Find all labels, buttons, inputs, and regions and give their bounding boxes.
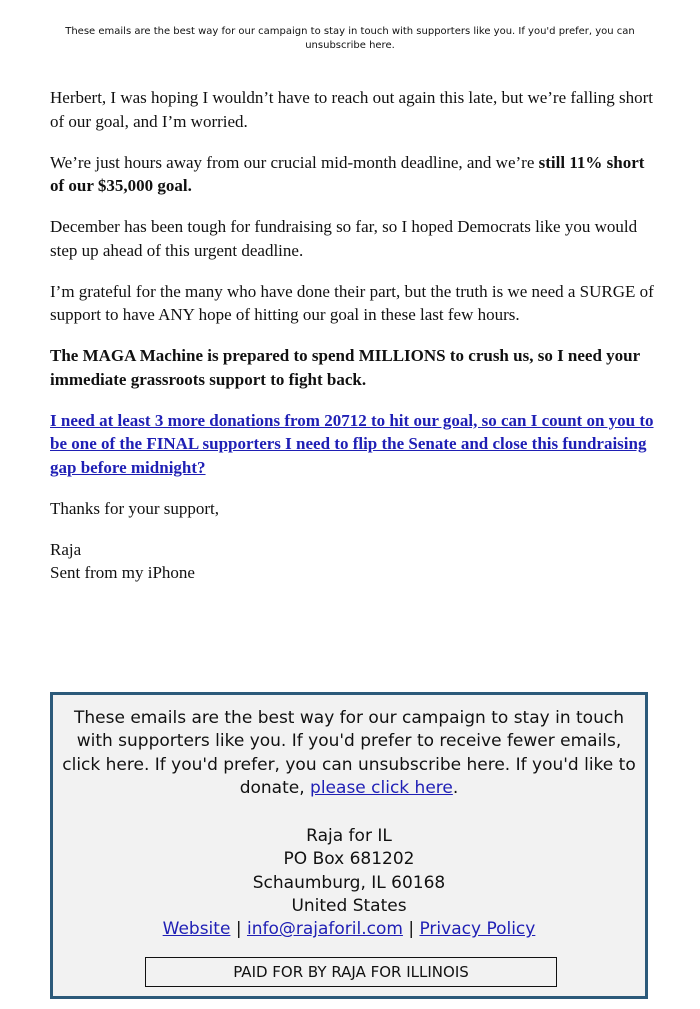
donate-footer-link[interactable]: please click here bbox=[310, 777, 453, 798]
footer-box bbox=[50, 692, 648, 999]
paragraph-intro: Herbert, I was hoping I wouldn’t have to reach out again this late, but we’re falling short of our goal, and I’m worried. bbox=[50, 88, 654, 131]
footer-message: These emails are the best way for our campaign to stay in touch with supporters like you. If you'd prefer to receive fewer emails, click here. If you'd prefer, you can unsubscribe here. If you'd like to donate, please click here. bbox=[62, 708, 636, 798]
signature-block bbox=[50, 538, 655, 585]
po-box: PO Box 681202 bbox=[283, 849, 415, 870]
org-name: Raja for IL bbox=[306, 826, 392, 846]
paragraph-maga: The MAGA Machine is prepared to spend MILLIONS to crush us, so I need your immediate grassroots support to fight back. bbox=[50, 346, 640, 389]
goal-shortfall-text: still 11% short of our $35,000 goal. bbox=[50, 152, 645, 195]
website-link[interactable]: Website bbox=[162, 919, 231, 940]
paragraph-deadline: We’re just hours away from our crucial mid-month deadline, and we’re still 11% short of our $35,000 goal. bbox=[50, 152, 645, 195]
paragraph-december: December has been tough for fundraising so far, so I hoped Democrats like you would step up ahead of this urgent deadline. bbox=[50, 217, 638, 260]
preheader-text: These emails are the best way for our campaign to stay in touch with supporters like you. If you'd prefer, you can unsubscribe here. bbox=[65, 26, 635, 51]
footer-links: Website | info@rajaforil.com | Privacy Policy bbox=[162, 919, 536, 940]
email-body bbox=[50, 86, 655, 602]
privacy-policy-link[interactable]: Privacy Policy bbox=[419, 919, 536, 940]
signature-name: Raja bbox=[50, 539, 82, 559]
paragraph-cta bbox=[50, 409, 655, 480]
footer-address bbox=[53, 825, 645, 941]
paid-for-disclaimer: PAID FOR BY RAJA FOR ILLINOIS bbox=[145, 957, 557, 987]
paragraph-surge: I’m grateful for the many who have done their part, but the truth is we need a SURGE of support to have ANY hope of hitting our goal in these last few hours. bbox=[50, 281, 654, 324]
signoff: Thanks for your support, bbox=[50, 498, 220, 518]
donate-cta-link[interactable]: I need at least 3 more donations from 20712 to hit our goal, so can I count on you to be one of the FINAL supporters I need to flip the Senate and close this fundraising gap before midnight? bbox=[50, 410, 654, 477]
country: United States bbox=[291, 895, 407, 916]
city-state-zip: Schaumburg, IL 60168 bbox=[252, 872, 446, 893]
sent-from-text: Sent from my iPhone bbox=[50, 563, 195, 582]
email-link[interactable]: info@rajaforil.com bbox=[246, 919, 403, 940]
